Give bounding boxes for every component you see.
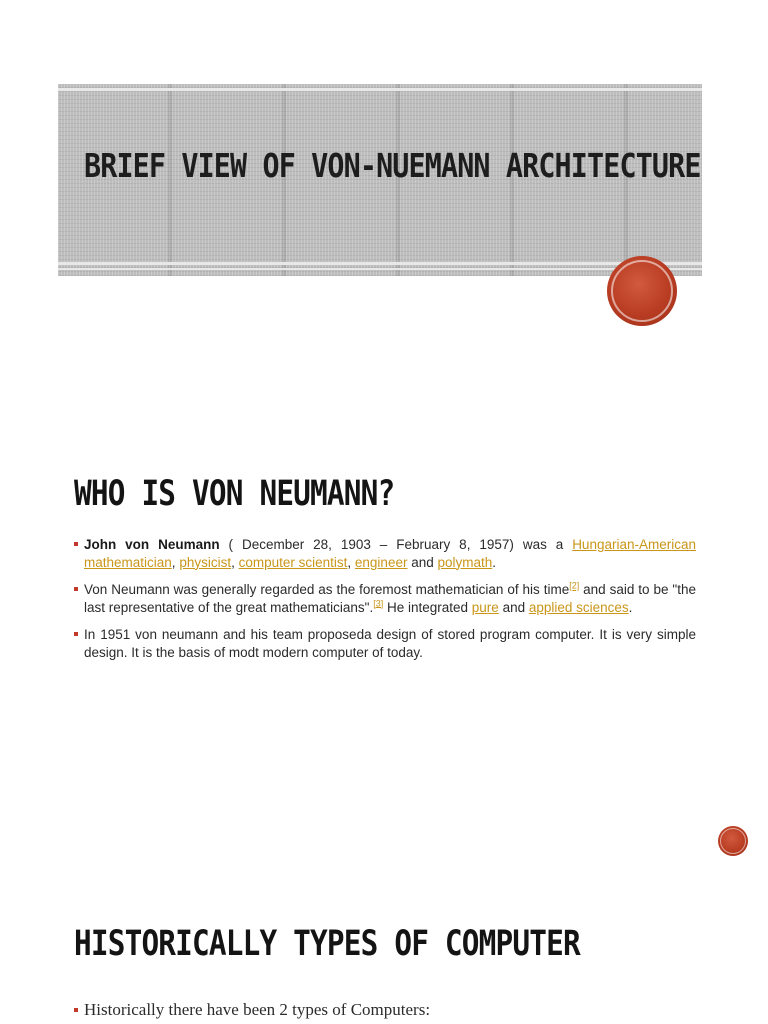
citation-ref-3[interactable]: [3] [373, 598, 384, 608]
text-span: , [347, 554, 355, 570]
bullet-list [74, 536, 696, 671]
link-hungarian-american[interactable]: Hungarian-American [572, 537, 696, 552]
text-span: In 1951 von neumann and his team proposeda design of stored program computer. It is very simple design. It is the basis of modt modern computer of today. [84, 627, 696, 660]
link-computer-scientist[interactable]: computer scientist [238, 554, 348, 570]
link-physicist[interactable]: physicist [179, 554, 232, 570]
banner-bottom-line-2 [58, 268, 702, 270]
text-span: , [231, 554, 239, 570]
section-heading-historically-types: HISTORICALLY TYPES OF COMPUTER [74, 924, 580, 964]
decorative-circle-icon-small [718, 826, 748, 856]
text-span: . [492, 554, 497, 570]
bold-name: John von Neumann [84, 537, 220, 552]
title-banner [58, 84, 702, 276]
text-span: Von Neumann was generally regarded as the foremost mathematician of his time [84, 582, 570, 597]
banner-top-line [58, 88, 702, 91]
text-span: , [171, 554, 180, 570]
citation-ref-2[interactable]: [2] [569, 580, 580, 591]
bullet-item: Historically there have been 2 types of Computers: [74, 1000, 430, 1020]
bullet-item [74, 626, 696, 661]
link-mathematician[interactable]: mathematician [84, 554, 172, 570]
text-span: and said to be "the last representative of the great mathematicians". [84, 582, 696, 615]
banner-bottom-line [58, 262, 702, 265]
slide-title: BRIEF VIEW OF VON-NUEMANN ARCHITECTURE [84, 146, 701, 185]
link-engineer[interactable]: engineer [354, 554, 408, 570]
text-span: ( December 28, 1903 – February 8, 1957) was a [219, 537, 573, 552]
link-polymath[interactable]: polymath [437, 554, 493, 570]
decorative-circle-icon [607, 256, 677, 326]
link-pure[interactable]: pure [471, 599, 499, 615]
bullet-item [74, 581, 696, 616]
text-span: He integrated [383, 599, 472, 615]
bullet-item [74, 536, 696, 571]
text-span: and [498, 599, 529, 615]
section-heading-who-is-von-neumann: WHO IS VON NEUMANN? [74, 474, 395, 514]
link-applied-sciences[interactable]: applied sciences [528, 599, 629, 615]
bullet-list-2 [74, 1000, 430, 1020]
text-span: . [628, 599, 633, 615]
text-span: and [407, 554, 438, 570]
